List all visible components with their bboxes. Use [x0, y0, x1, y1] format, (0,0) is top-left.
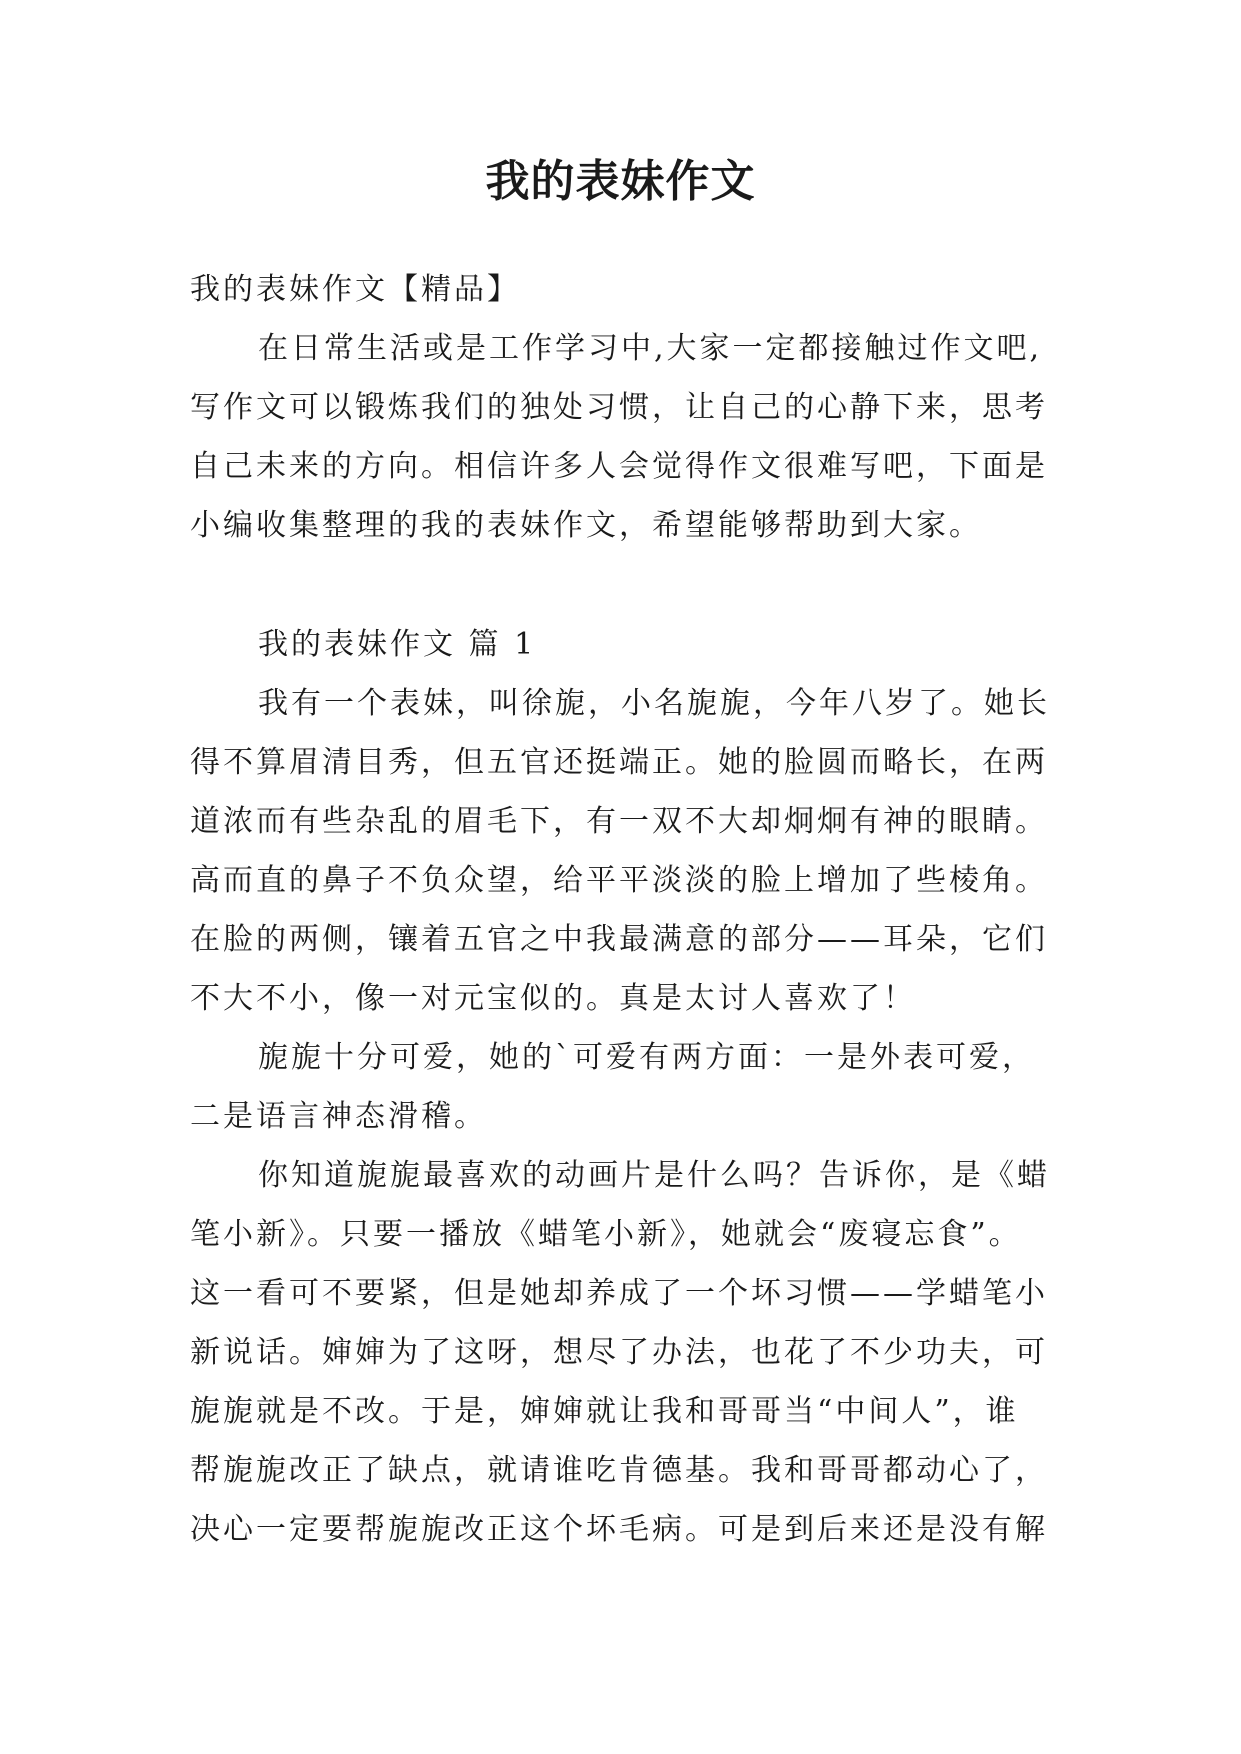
text-line: 不大不小，像一对元宝似的。真是太讨人喜欢了！: [190, 981, 916, 1016]
paragraph-3: [190, 1146, 1070, 1559]
paragraph-1: [190, 674, 1070, 1028]
text-line: 决心一定要帮旎旎改正这个坏毛病。可是到后来还是没有解: [190, 1512, 1048, 1547]
text-line: 旎旎就是不改。于是，婶婶就让我和哥哥当“中间人”，谁: [190, 1394, 1019, 1429]
document-title: 我的表妹作文: [485, 156, 756, 207]
paragraph-2: [190, 1028, 1070, 1146]
text-line: 高而直的鼻子不负众望，给平平淡淡的脸上增加了些棱角。: [190, 863, 1048, 898]
text-line: 笔小新》。只要一播放《蜡笔小新》，她就会“废寝忘食”。: [190, 1217, 1022, 1252]
text-line: 在日常生活或是工作学习中,大家一定都接触过作文吧,: [258, 331, 1043, 366]
text-line: 帮旎旎改正了缺点，就请谁吃肯德基。我和哥哥都动心了，: [190, 1453, 1048, 1488]
text-line: 道浓而有些杂乱的眉毛下，有一双不大却炯炯有神的眼睛。: [190, 804, 1048, 839]
paragraph-gap: [190, 555, 1070, 615]
text-line: 旎旎十分可爱，她的`可爱有两方面：一是外表可爱，: [258, 1040, 1035, 1075]
document-body: [190, 260, 1070, 1559]
section-heading: 我的表妹作文 篇 1: [258, 627, 537, 662]
text-line: 小编收集整理的我的表妹作文，希望能够帮助到大家。: [190, 508, 982, 543]
text-line: 我有一个表妹，叫徐旎，小名旎旎，今年八岁了。她长: [258, 686, 1050, 721]
subtitle: 我的表妹作文【精品】: [190, 272, 520, 307]
text-line: 自己未来的方向。相信许多人会觉得作文很难写吧，下面是: [190, 449, 1048, 484]
intro-paragraph: [190, 319, 1070, 555]
text-line: 二是语言神态滑稽。: [190, 1099, 487, 1134]
text-line: 这一看可不要紧，但是她却养成了一个坏习惯——学蜡笔小: [190, 1276, 1048, 1311]
text-line: 在脸的两侧，镶着五官之中我最满意的部分——耳朵，它们: [190, 922, 1048, 957]
text-line: 得不算眉清目秀，但五官还挺端正。她的脸圆而略长，在两: [190, 745, 1048, 780]
text-line: 新说话。婶婶为了这呀，想尽了办法，也花了不少功夫，可: [190, 1335, 1048, 1370]
text-line: 写作文可以锻炼我们的独处习惯，让自己的心静下来，思考: [190, 390, 1048, 425]
text-line: 你知道旎旎最喜欢的动画片是什么吗？告诉你，是《蜡: [258, 1158, 1050, 1193]
